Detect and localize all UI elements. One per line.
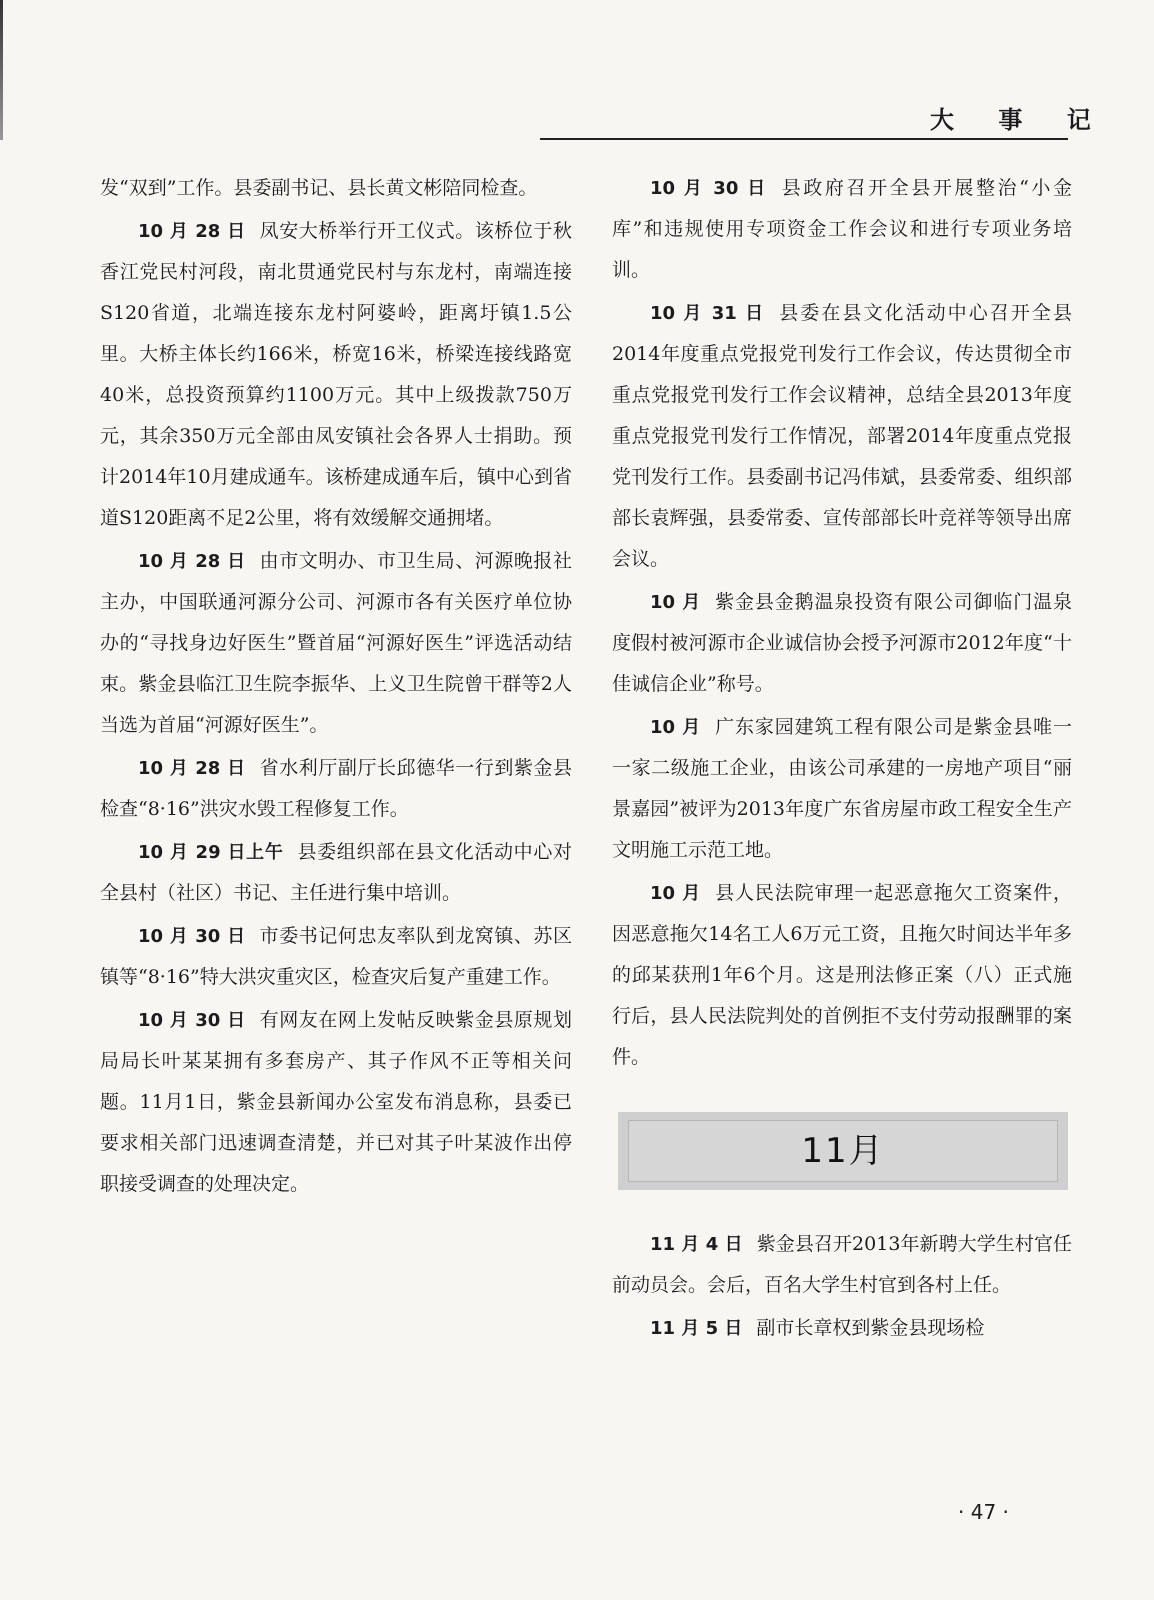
event-text: 紫金县召开2013年新聘大学生村官任前动员会。会后，百名大学生村官到各村上任。 xyxy=(612,1233,1073,1296)
event-text: 市委书记何忠友率队到龙窝镇、苏区镇等“8·16”特大洪灾重灾区，检查灾后复产重建工作。 xyxy=(100,925,572,988)
event-text: 紫金县金鹅温泉投资有限公司御临门温泉度假村被河源市企业诚信协会授予河源市2012年度“十佳诚信企业”称号。 xyxy=(612,591,1072,695)
event-date: 10 月 30 日 xyxy=(138,926,246,947)
event-date: 10 月 xyxy=(650,883,702,904)
month-heading-box xyxy=(618,1112,1068,1190)
page-number: · 47 · xyxy=(958,1500,1009,1524)
event-entry xyxy=(100,748,572,830)
event-date: 11 月 5 日 xyxy=(650,1318,743,1339)
event-text: 省水利厅副厅长邱德华一行到紫金县检查“8·16”洪灾水毁工程修复工作。 xyxy=(100,757,572,820)
event-text: 副市长章权到紫金县现场检 xyxy=(756,1317,985,1339)
event-date: 11 月 4 日 xyxy=(650,1234,743,1255)
event-date: 10 月 28 日 xyxy=(138,551,246,572)
event-text: 县人民法院审理一起恶意拖欠工资案件，因恶意拖欠14名工人6万元工资，且拖欠时间达半年多的邱某获刑1年6个月。这是刑法修正案（八）正式施行后，县人民法院判处的首例拒不支付劳动报酬罪的案件。 xyxy=(612,882,1072,1068)
left-column xyxy=(100,168,572,1207)
event-entry xyxy=(612,1224,1072,1306)
event-text: 凤安大桥举行开工仪式。该桥位于秋香江党民村河段，南北贯通党民村与东龙村，南端连接S120省道，北端连接东龙村阿婆岭，距离圩镇1.5公里。大桥主体长约166米，桥宽16米，桥梁连接线路宽40米，总投资预算约1100万元。其中上级拨款750万元，其余350万元全部由凤安镇社会各界人士捐助。预计2014年10月建成通车。该桥建成通车后，镇中心到省道S120距离不足2公里，将有效缓解交通拥堵。 xyxy=(100,220,572,529)
event-date: 10 月 28 日 xyxy=(138,221,246,242)
event-text: 有网友在网上发帖反映紫金县原规划局局长叶某某拥有多套房产、其子作风不正等相关问题。11月1日，紫金县新闻办公室发布消息称，县委已要求相关部门迅速调查清楚，并已对其子叶某波作出停职接受调查的处理决定。 xyxy=(100,1009,572,1195)
event-text: 由市文明办、市卫生局、河源晚报社主办，中国联通河源分公司、河源市各有关医疗单位协办的“寻找身边好医生”暨首届“河源好医生”评选活动结束。紫金县临江卫生院李振华、上义卫生院曾干群等2人当选为首届“河源好医生”。 xyxy=(100,550,572,736)
event-date: 10 月 31 日 xyxy=(650,303,766,324)
event-entry xyxy=(100,916,572,998)
event-entry xyxy=(612,873,1072,1078)
scan-edge xyxy=(0,0,3,140)
event-date: 10 月 xyxy=(650,592,702,613)
event-date: 10 月 28 日 xyxy=(138,758,246,779)
event-entry xyxy=(100,1000,572,1205)
event-entry xyxy=(612,168,1072,291)
event-entry xyxy=(100,832,572,914)
event-date: 10 月 30 日 xyxy=(650,178,768,199)
month-heading: 11月 xyxy=(801,1130,885,1171)
event-text: 县委在县文化活动中心召开全县2014年度重点党报党刊发行工作会议，传达贯彻全市重点党报党刊发行工作会议精神，总结全县2013年度重点党报党刊发行工作情况，部署2014年度重点党报党刊发行工作。县委副书记冯伟斌，县委常委、组织部部长袁辉强，县委常委、宣传部部长叶竞祥等领导出席会议。 xyxy=(612,302,1072,570)
event-text: 广东家园建筑工程有限公司是紫金县唯一一家二级施工企业，由该公司承建的一房地产项目“丽景嘉园”被评为2013年度广东省房屋市政工程安全生产文明施工示范工地。 xyxy=(612,716,1072,861)
event-entry xyxy=(612,1308,1072,1349)
event-entry xyxy=(612,707,1072,871)
header-rule xyxy=(540,138,1068,140)
continuation-paragraph: 发“双到”工作。县委副书记、县长黄文彬陪同检查。 xyxy=(100,177,538,199)
event-text: 县政府召开全县开展整治“小金库”和违规使用专项资金工作会议和进行专项业务培训。 xyxy=(612,177,1072,281)
event-text: 县委组织部在县文化活动中心对全县村（社区）书记、主任进行集中培训。 xyxy=(100,841,572,904)
event-entry xyxy=(612,293,1072,580)
event-entry xyxy=(100,541,572,746)
right-column xyxy=(612,168,1072,1351)
event-entry xyxy=(612,582,1072,705)
section-title: 大 事 记 xyxy=(930,106,1109,134)
event-entry xyxy=(100,211,572,539)
event-date: 10 月 30 日 xyxy=(138,1010,246,1031)
event-date: 10 月 29 日上午 xyxy=(138,842,284,863)
event-date: 10 月 xyxy=(650,717,702,738)
